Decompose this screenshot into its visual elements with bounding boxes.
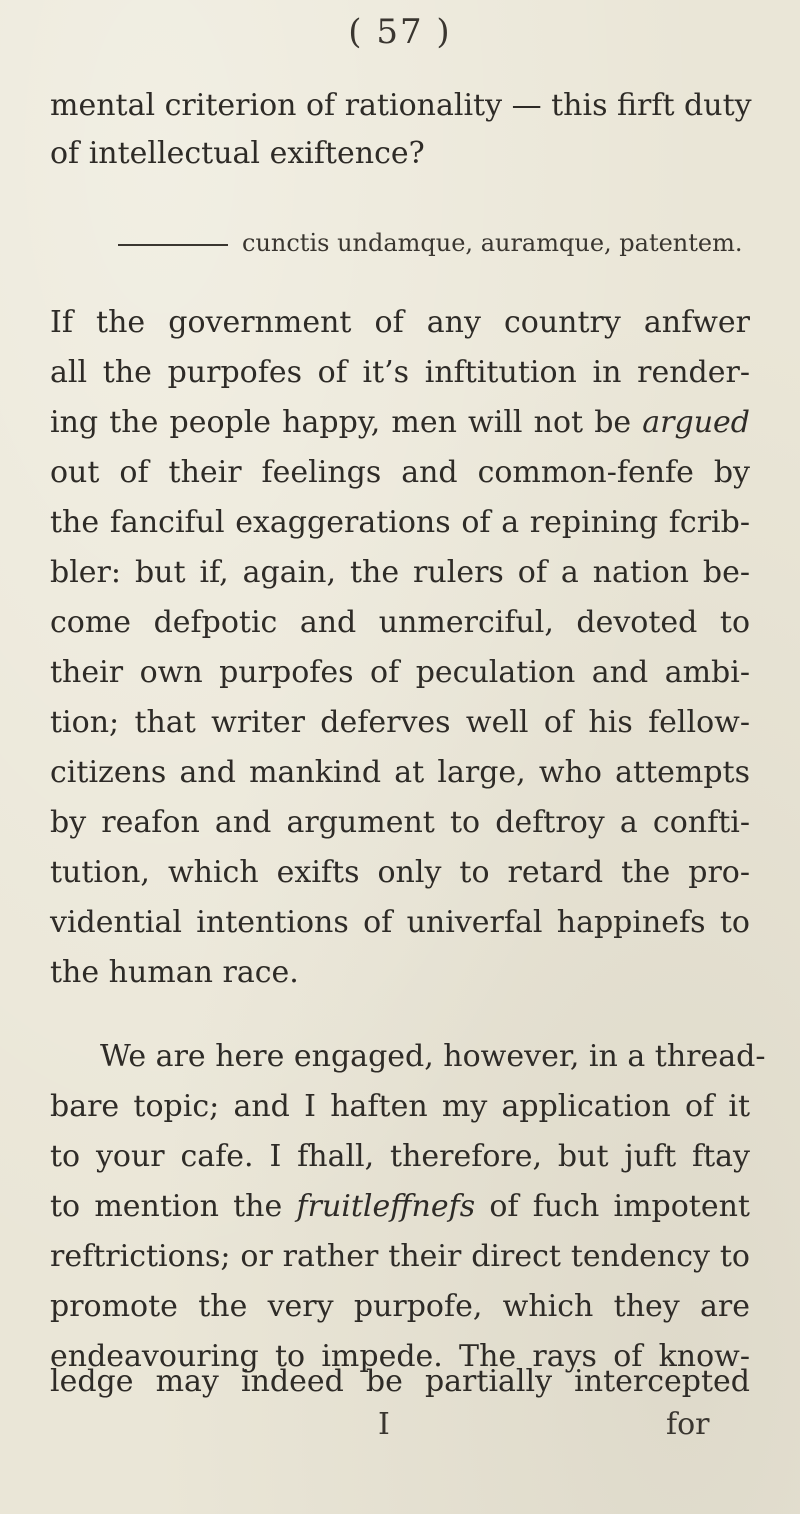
text-line: ledge may indeed be partially intercepted <box>50 1364 750 1399</box>
text-line: If the government of any country anfwer <box>50 305 750 340</box>
text-line: citizens and mankind at large, who attempts <box>50 755 750 790</box>
text-line: vidential intentions of univerfal happinefs to <box>50 905 750 940</box>
text-line: mental criterion of rationality — this firft duty <box>50 88 752 123</box>
text-line: their own purpofes of peculation and ambi- <box>50 655 750 690</box>
text-line: promote the very purpofe, which they are <box>50 1289 750 1324</box>
page-number: ( 57 ) <box>348 12 452 52</box>
signature-mark: I <box>378 1407 390 1442</box>
text-line: out of their feelings and common-fenfe by <box>50 455 750 490</box>
text-line: ing the people happy, men will not be argued <box>50 405 750 440</box>
text-line: come defpotic and unmerciful, devoted to <box>50 605 750 640</box>
text-line: reftrictions; or rather their direct tendency to <box>50 1239 750 1274</box>
text-line: endeavouring to impede. The rays of know- <box>50 1339 750 1374</box>
text-line: the fanciful exaggerations of a repining fcrib- <box>50 505 750 540</box>
text-line: of intellectual exiftence? <box>50 136 425 171</box>
italic-word: argued <box>642 405 750 440</box>
text-line: to mention the fruitleffnefs of fuch impotent <box>50 1189 750 1224</box>
text-line: bler: but if, again, the rulers of a nation be- <box>50 555 750 590</box>
text-line: to your cafe. I fhall, therefore, but juft ftay <box>50 1139 750 1174</box>
text-line: bare topic; and I haften my application of it <box>50 1089 750 1124</box>
latin-quotation <box>118 226 742 260</box>
text-line: tution, which exifts only to retard the pro- <box>50 855 750 890</box>
quotation-text: cunctis undamque, auramque, patentem. <box>242 229 743 257</box>
text-line: tion; that writer deferves well of his fellow- <box>50 705 750 740</box>
catchword: for <box>666 1407 710 1442</box>
text-line: We are here engaged, however, in a thread- <box>100 1039 766 1074</box>
text-line: by reafon and argument to deftroy a confti- <box>50 805 750 840</box>
text-line: the human race. <box>50 955 299 990</box>
italic-word: fruitleffnefs <box>296 1189 476 1224</box>
quotation-dash <box>118 244 228 246</box>
text-line: all the purpofes of it’s inftitution in render- <box>50 355 750 390</box>
